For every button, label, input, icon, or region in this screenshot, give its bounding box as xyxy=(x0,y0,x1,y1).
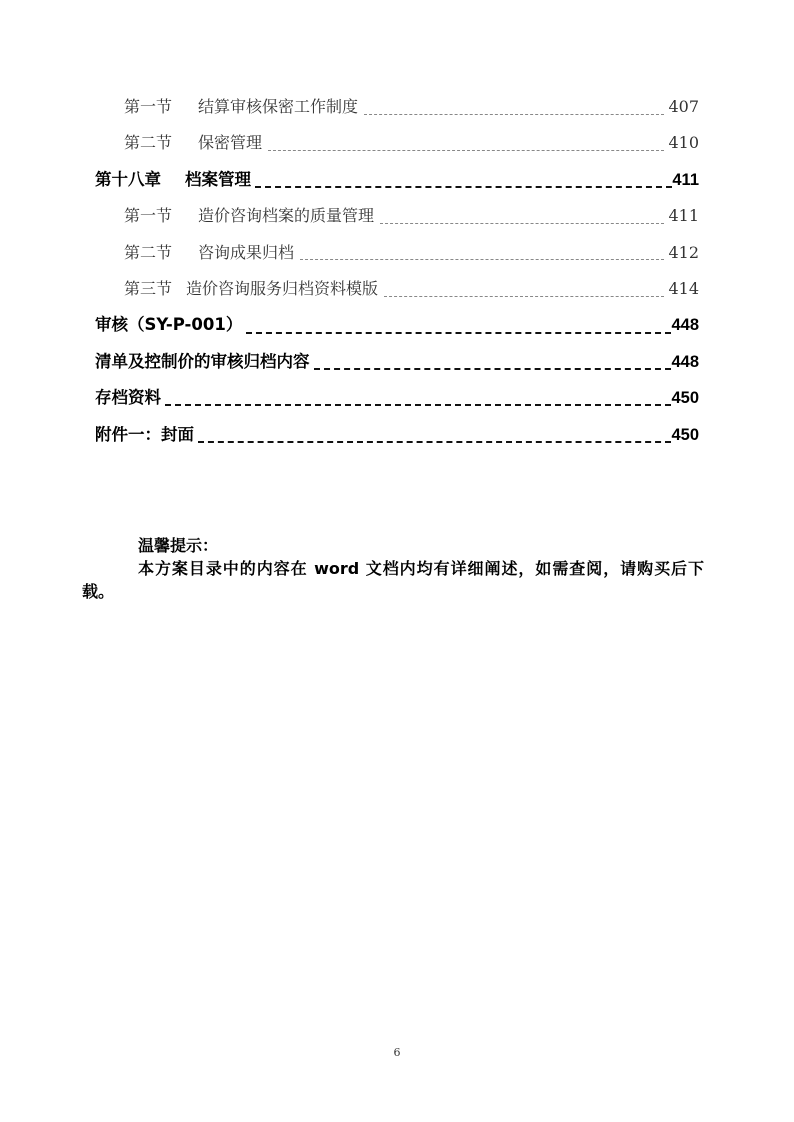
toc-entry-title: 保密管理 xyxy=(198,133,263,153)
toc-entry-page: 448 xyxy=(671,316,699,335)
toc-entry-page: 450 xyxy=(671,389,699,408)
toc-entry[interactable] xyxy=(95,130,699,166)
dot-leader xyxy=(384,296,664,297)
toc-chapter-entry[interactable] xyxy=(95,167,699,203)
toc-entry-page: 411 xyxy=(672,170,699,189)
toc-entry-title: 造价咨询服务归档资料模版 xyxy=(186,278,379,298)
dot-leader xyxy=(198,441,671,443)
toc-entry-title: 附件一：封面 xyxy=(95,424,194,444)
toc-entry-page: 414 xyxy=(668,278,699,298)
toc-entry-page: 412 xyxy=(668,242,699,262)
toc-entry-number: 第二节 xyxy=(124,242,173,262)
dot-leader xyxy=(314,368,672,370)
dot-leader xyxy=(165,404,671,406)
toc-entry[interactable] xyxy=(95,94,699,130)
dot-leader xyxy=(268,150,664,151)
toc-entry-number: 第二节 xyxy=(124,133,173,153)
toc-top-entry[interactable] xyxy=(95,349,699,385)
toc-entry-page: 407 xyxy=(668,97,699,116)
toc-entry-page: 411 xyxy=(668,206,699,226)
toc-entry-number: 第一节 xyxy=(124,206,173,226)
notice-block xyxy=(82,534,704,603)
table-of-contents xyxy=(95,94,699,458)
dot-leader xyxy=(300,259,664,260)
toc-entry-number: 第三节 xyxy=(124,278,173,298)
toc-top-entry[interactable] xyxy=(95,312,699,348)
toc-entry-title: 审核（SY-P-001） xyxy=(95,315,243,335)
dot-leader xyxy=(364,114,664,115)
dot-leader xyxy=(246,332,671,334)
toc-entry-title: 存档资料 xyxy=(95,388,161,408)
notice-body: 本方案目录中的内容在 word 文档内均有详细阐述，如需查阅，请购买后下载。 xyxy=(82,559,704,601)
toc-entry-page: 410 xyxy=(668,133,699,153)
toc-entry[interactable] xyxy=(95,276,699,312)
toc-entry-page: 450 xyxy=(671,425,699,444)
notice-heading: 温馨提示： xyxy=(138,536,219,555)
dot-leader xyxy=(255,186,672,188)
toc-entry[interactable] xyxy=(95,240,699,276)
page-number: 6 xyxy=(393,1046,401,1059)
toc-top-entry[interactable] xyxy=(95,385,699,421)
toc-entry[interactable] xyxy=(95,203,699,239)
toc-entry-page: 448 xyxy=(671,352,699,371)
toc-entry-title: 造价咨询档案的质量管理 xyxy=(198,206,375,226)
toc-entry-title: 清单及控制价的审核归档内容 xyxy=(95,351,310,371)
toc-top-entry[interactable] xyxy=(95,422,699,458)
toc-entry-title: 结算审核保密工作制度 xyxy=(198,97,359,116)
dot-leader xyxy=(380,223,664,224)
toc-entry-number: 第十八章 xyxy=(95,169,161,189)
toc-entry-number: 第一节 xyxy=(124,97,173,116)
toc-entry-title: 咨询成果归档 xyxy=(198,242,295,262)
toc-entry-title: 档案管理 xyxy=(185,169,251,189)
